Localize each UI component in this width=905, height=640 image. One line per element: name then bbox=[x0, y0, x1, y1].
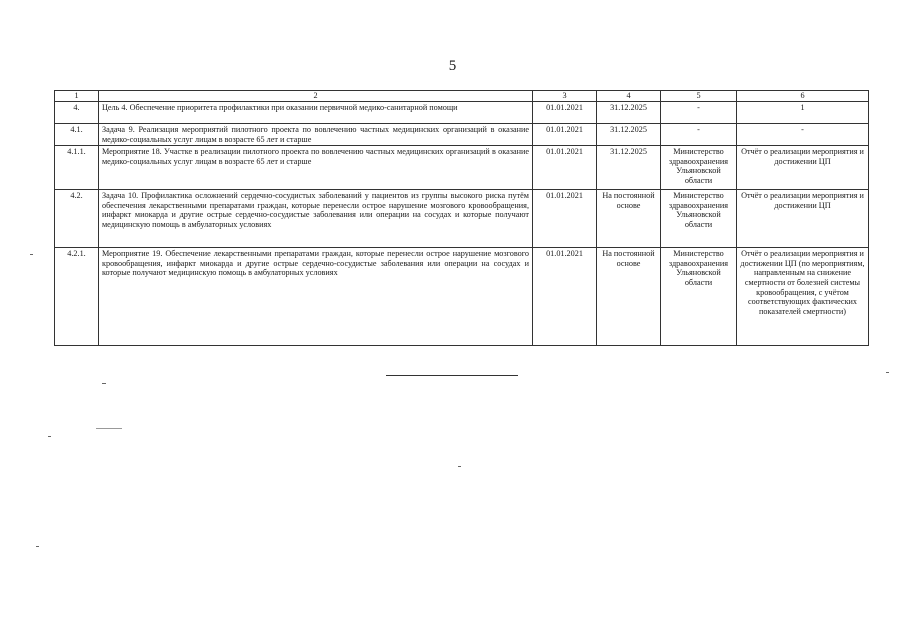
row-result: Отчёт о реализации мероприятия и достижении ЦП (по мероприятиям, направленным на снижение смертности от болезней системы кровообращения, с учётом соответствующих фактических показателей смертности) bbox=[737, 248, 869, 346]
row-start-date: 01.01.2021 bbox=[533, 146, 597, 190]
table-row bbox=[55, 124, 869, 146]
scan-speck bbox=[886, 372, 889, 373]
header-cell-6: 6 bbox=[737, 91, 869, 102]
scan-speck bbox=[48, 436, 51, 437]
row-executor: Министерство здравоохранения Ульяновской области bbox=[661, 146, 737, 190]
scan-speck bbox=[458, 466, 461, 467]
row-number: 4.1.1. bbox=[55, 146, 99, 190]
plan-table bbox=[54, 90, 869, 346]
row-start-date: 01.01.2021 bbox=[533, 248, 597, 346]
row-executor: Министерство здравоохранения Ульяновской области bbox=[661, 190, 737, 248]
row-number: 4. bbox=[55, 102, 99, 124]
scan-speck bbox=[30, 254, 33, 255]
table-row bbox=[55, 146, 869, 190]
row-end-date: На постоянной основе bbox=[597, 248, 661, 346]
table-row bbox=[55, 102, 869, 124]
row-description: Цель 4. Обеспечение приоритета профилактики при оказании первичной медико-санитарной помощи bbox=[99, 102, 533, 124]
header-cell-1: 1 bbox=[55, 91, 99, 102]
header-cell-2: 2 bbox=[99, 91, 533, 102]
row-end-date: На постоянной основе bbox=[597, 190, 661, 248]
row-end-date: 31.12.2025 bbox=[597, 146, 661, 190]
scan-speck bbox=[102, 383, 106, 384]
header-cell-3: 3 bbox=[533, 91, 597, 102]
closing-rule bbox=[386, 375, 518, 376]
row-start-date: 01.01.2021 bbox=[533, 190, 597, 248]
scan-speck bbox=[36, 546, 39, 547]
header-cell-4: 4 bbox=[597, 91, 661, 102]
row-start-date: 01.01.2021 bbox=[533, 102, 597, 124]
scan-speck bbox=[96, 428, 122, 429]
row-description: Задача 10. Профилактика осложнений сердечно-сосудистых заболеваний у пациентов из группы высокого риска путём обеспечения лекарственными препаратами граждан, которые перенесли острое нарушение мозгового кровообращения, инфаркт миокарда и другие острые сердечно-сосудистые заболевания или операции на сосудах и которые получают медицинскую помощь в амбулаторных условиях bbox=[99, 190, 533, 248]
table-row bbox=[55, 248, 869, 346]
row-result: Отчёт о реализации мероприятия и достижении ЦП bbox=[737, 190, 869, 248]
row-description: Задача 9. Реализация мероприятий пилотного проекта по вовлечению частных медицинских организаций в оказание медико-социальных услуг лицам в возрасте 65 лет и старше bbox=[99, 124, 533, 146]
page-number: 5 bbox=[448, 58, 457, 74]
row-end-date: 31.12.2025 bbox=[597, 102, 661, 124]
row-executor: - bbox=[661, 102, 737, 124]
table-row bbox=[55, 190, 869, 248]
row-executor: - bbox=[661, 124, 737, 146]
row-executor: Министерство здравоохранения Ульяновской области bbox=[661, 248, 737, 346]
row-start-date: 01.01.2021 bbox=[533, 124, 597, 146]
row-result: - bbox=[737, 124, 869, 146]
row-description: Мероприятие 18. Участке в реализации пилотного проекта по вовлечению частных медицинских организаций в оказание медико-социальных услуг лицам в возрасте 65 лет и старше bbox=[99, 146, 533, 190]
header-row bbox=[55, 91, 869, 102]
row-result: 1 bbox=[737, 102, 869, 124]
header-cell-5: 5 bbox=[661, 91, 737, 102]
row-number: 4.2.1. bbox=[55, 248, 99, 346]
row-number: 4.2. bbox=[55, 190, 99, 248]
row-end-date: 31.12.2025 bbox=[597, 124, 661, 146]
row-result: Отчёт о реализации мероприятия и достижении ЦП bbox=[737, 146, 869, 190]
row-description: Мероприятие 19. Обеспечение лекарственными препаратами граждан, которые перенесли острое нарушение мозгового кровообращения, инфаркт миокарда и другие острые сердечно-сосудистые заболевания или операции на сосудах и которые получают медицинскую помощь в амбулаторных условиях bbox=[99, 248, 533, 346]
row-number: 4.1. bbox=[55, 124, 99, 146]
